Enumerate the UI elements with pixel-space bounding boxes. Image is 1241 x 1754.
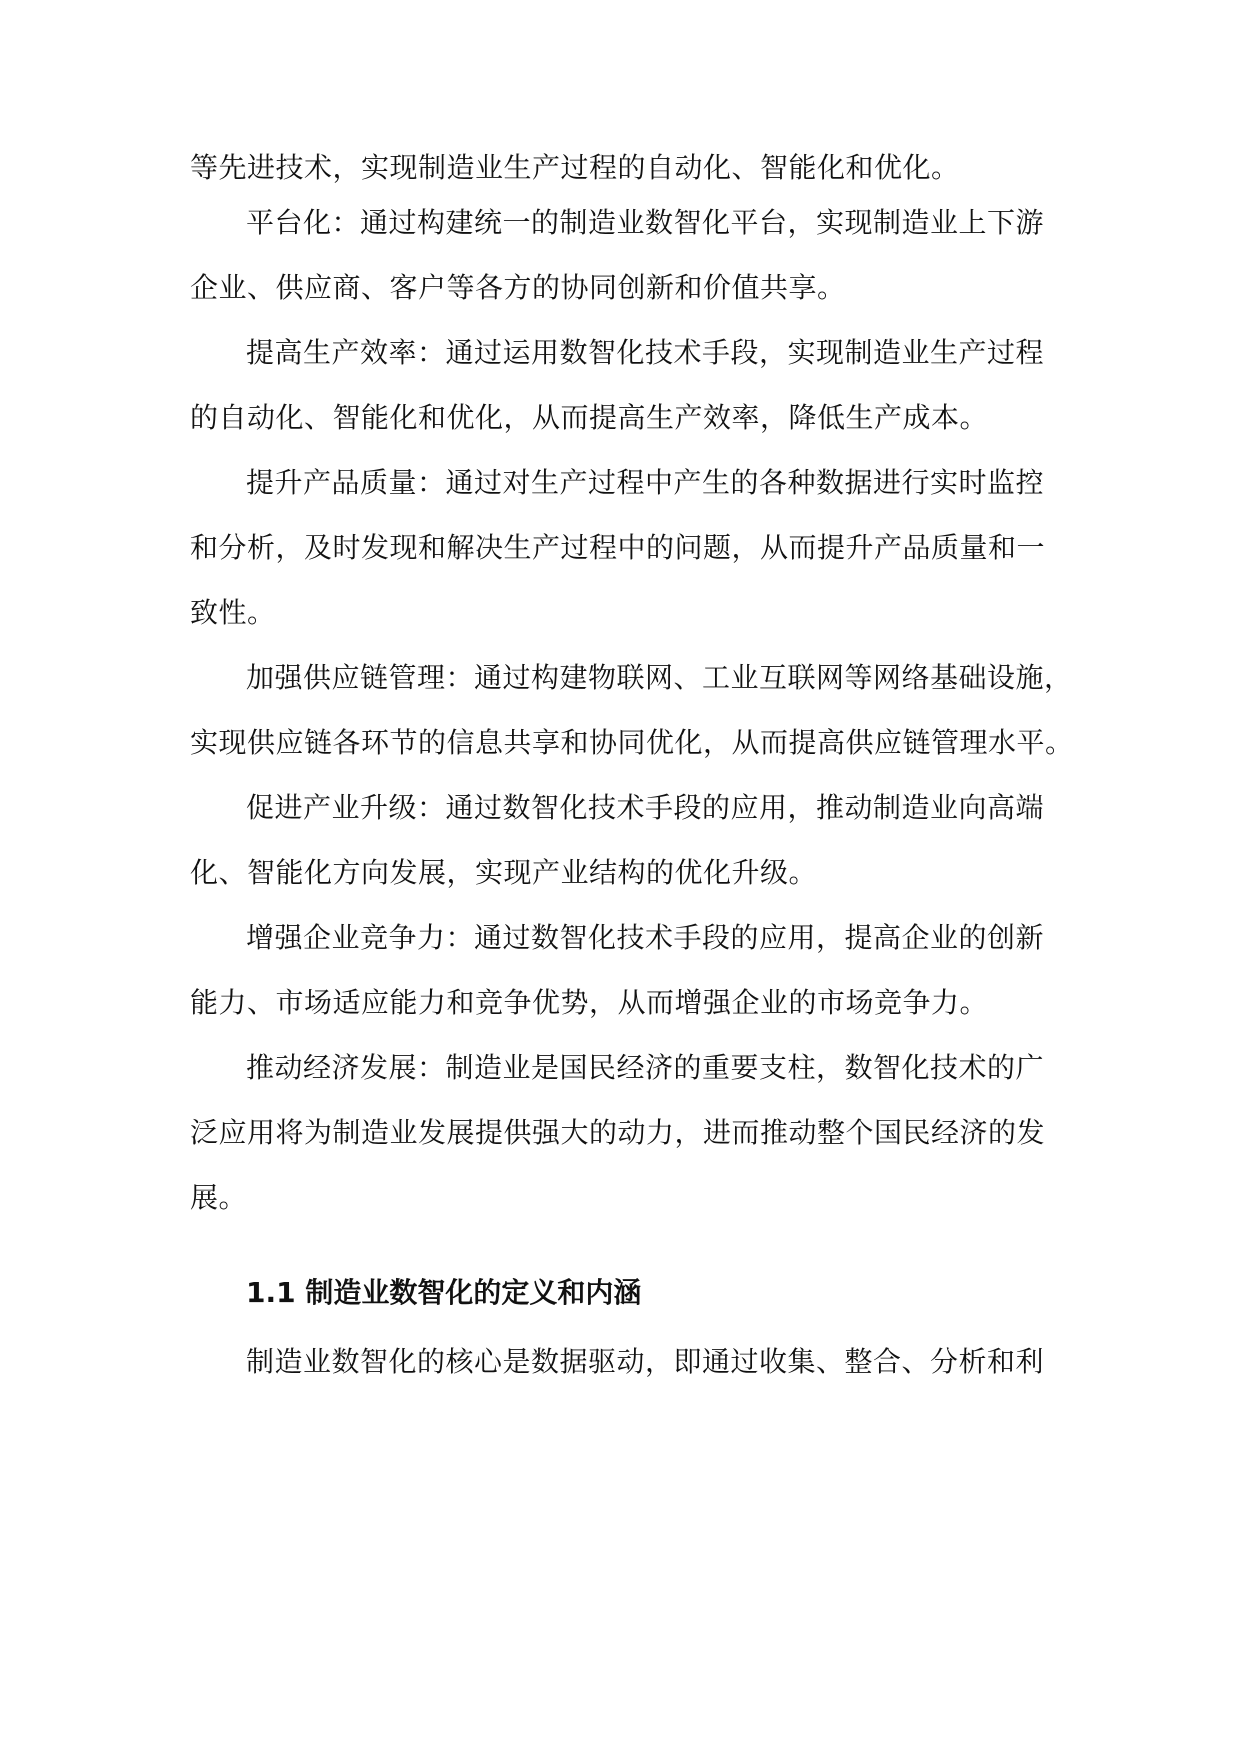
text-line: 泛应用将为制造业发展提供强大的动力，进而推动整个国民经济的发 (190, 1116, 1046, 1149)
text-line: 增强企业竞争力：通过数智化技术手段的应用，提高企业的创新 (246, 921, 1045, 954)
text-line: 提升产品质量：通过对生产过程中产生的各种数据进行实时监控 (246, 466, 1045, 499)
text-line: 致性。 (190, 596, 276, 629)
section-heading: 1.1 制造业数智化的定义和内涵 (246, 1276, 642, 1309)
text-line: 提高生产效率：通过运用数智化技术手段，实现制造业生产过程 (246, 336, 1045, 369)
text-line: 推动经济发展：制造业是国民经济的重要支柱，数智化技术的广 (246, 1051, 1045, 1084)
text-line: 的自动化、智能化和优化，从而提高生产效率，降低生产成本。 (190, 401, 989, 434)
text-line: 等先进技术，实现制造业生产过程的自动化、智能化和优化。 (190, 151, 960, 184)
text-line: 企业、供应商、客户等各方的协同创新和价值共享。 (190, 271, 846, 304)
text-line: 化、智能化方向发展，实现产业结构的优化升级。 (190, 856, 818, 889)
text-line: 促进产业升级：通过数智化技术手段的应用，推动制造业向高端 (246, 791, 1045, 824)
text-line: 加强供应链管理：通过构建物联网、工业互联网等网络基础设施， (246, 661, 1073, 694)
text-line: 实现供应链各环节的信息共享和协同优化，从而提高供应链管理水平。 (190, 726, 1074, 759)
text-line: 展。 (190, 1181, 248, 1214)
text-line: 平台化：通过构建统一的制造业数智化平台，实现制造业上下游 (246, 206, 1045, 239)
text-line: 能力、市场适应能力和竞争优势，从而增强企业的市场竞争力。 (190, 986, 989, 1019)
text-line: 制造业数智化的核心是数据驱动，即通过收集、整合、分析和利 (246, 1345, 1045, 1378)
text-line: 和分析，及时发现和解决生产过程中的问题，从而提升产品质量和一 (190, 531, 1046, 564)
